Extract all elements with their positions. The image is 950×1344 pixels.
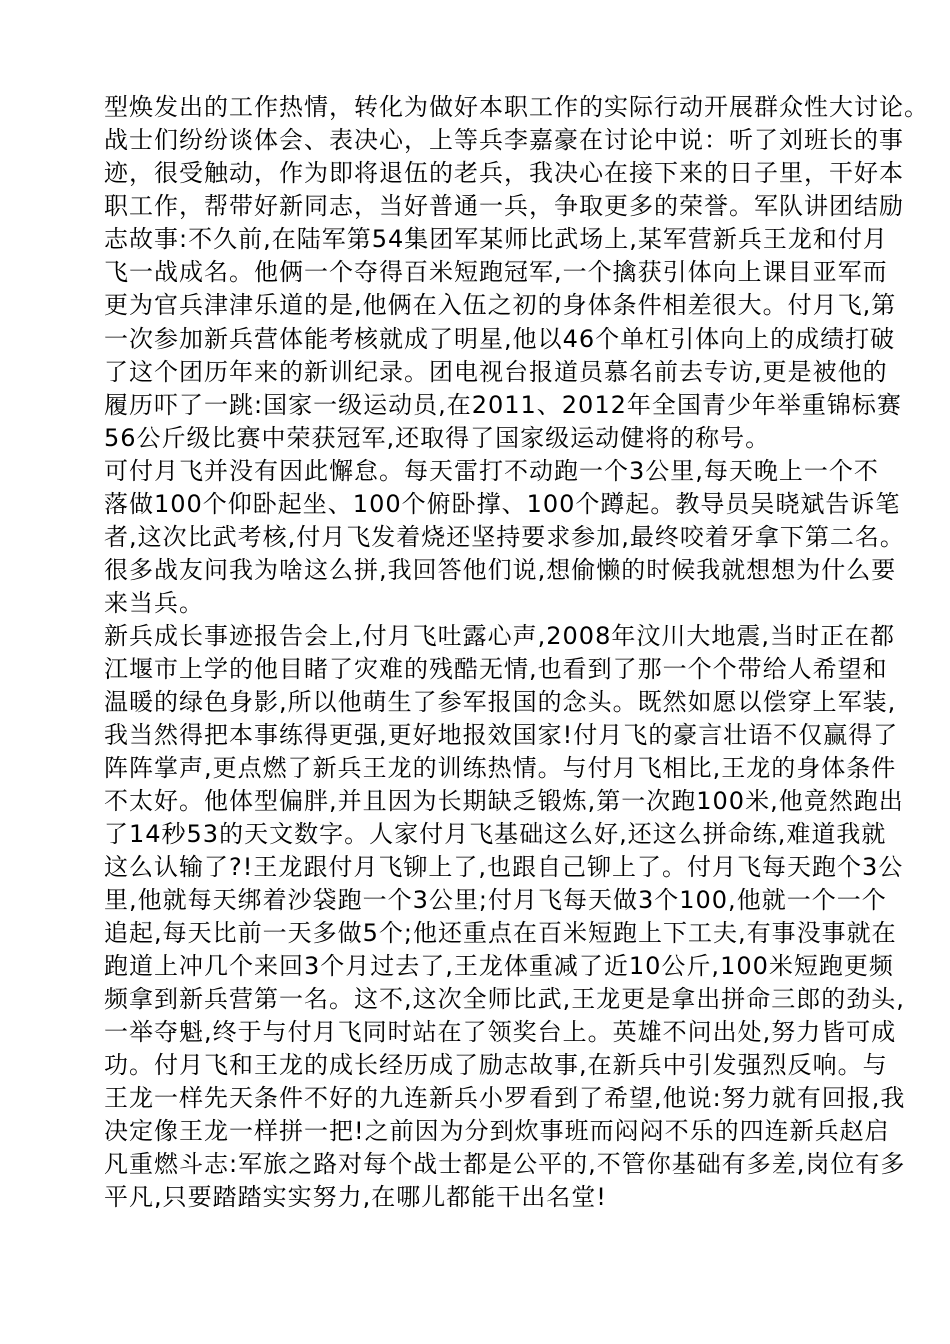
text-line: 更为官兵津津乐道的是,他俩在入伍之初的身体条件相差很大。付月飞,第 [104, 291, 897, 319]
text-line: 志故事:不久前,在陆军第54集团军某师比武场上,某军营新兵王龙和付月 [104, 225, 888, 253]
text-line: 迹，很受触动，作为即将退伍的老兵，我决心在接下来的日子里，干好本 [104, 159, 904, 187]
text-line: 频拿到新兵营第一名。这不,这次全师比武,王龙更是拿出拼命三郎的劲头, [104, 985, 905, 1013]
text-line: 战士们纷纷谈体会、表决心，上等兵李嘉豪在讨论中说：听了刘班长的事 [104, 126, 904, 154]
text-line: 江堰市上学的他目睹了灾难的残酷无情,也看到了那一个个带给人希望和 [104, 655, 888, 683]
text-line: 凡重燃斗志:军旅之路对每个战士都是公平的,不管你基础有多差,岗位有多 [104, 1150, 906, 1178]
text-line: 了14秒53的天文数字。人家付月飞基础这么好,还这么拼命练,难道我就 [104, 820, 887, 848]
text-line: 跑道上冲几个来回3个月过去了,王龙体重减了近10公斤,100米短跑更频 [104, 952, 894, 980]
text-line: 不太好。他体型偏胖,并且因为长期缺乏锻炼,第一次跑100米,他竟然跑出 [104, 787, 904, 815]
text-line: 王龙一样先天条件不好的九连新兵小罗看到了希望,他说:努力就有回报,我 [104, 1084, 906, 1112]
text-line: 56公斤级比赛中荣获冠军,还取得了国家级运动健将的称号。 [104, 424, 771, 452]
text-line: 飞一战成名。他俩一个夺得百米短跑冠军,一个擒获引体向上课目亚军而 [104, 258, 888, 286]
text-line: 来当兵。 [104, 589, 204, 617]
text-line: 温暖的绿色身影,所以他萌生了参军报国的念头。既然如愿以偿穿上军装, [104, 688, 897, 716]
text-line: 了这个团历年来的新训纪录。团电视台报道员慕名前去专访,更是被他的 [104, 358, 888, 386]
text-line: 很多战友问我为啥这么拼,我回答他们说,想偷懒的时候我就想想为什么要 [104, 556, 897, 584]
text-line: 可付月飞并没有因此懈怠。每天雷打不动跑一个3公里,每天晚上一个不 [104, 457, 879, 485]
text-line: 我当然得把本事练得更强,更好地报效国家!付月飞的豪言壮语不仅赢得了 [104, 721, 899, 749]
text-line: 一举夺魁,终于与付月飞同时站在了领奖台上。英雄不问出处,努力皆可成 [104, 1018, 897, 1046]
text-line: 决定像王龙一样拼一把!之前因为分到炊事班而闷闷不乐的四连新兵赵启 [104, 1117, 890, 1145]
text-line: 履历吓了一跳:国家一级运动员,在2011、2012年全国青少年举重锦标赛 [104, 391, 902, 419]
text-line: 新兵成长事迹报告会上,付月飞吐露心声,2008年汶川大地震,当时正在都 [104, 622, 895, 650]
text-line: 者,这次比武考核,付月飞发着烧还坚持要求参加,最终咬着牙拿下第二名。 [104, 523, 905, 551]
text-line: 平凡,只要踏踏实实努力,在哪儿都能干出名堂! [104, 1183, 607, 1211]
text-line: 功。付月飞和王龙的成长经历成了励志故事,在新兵中引发强烈反响。与 [104, 1051, 888, 1079]
text-line: 这么认输了?!王龙跟付月飞铆上了,也跟自己铆上了。付月飞每天跑个3公 [104, 853, 904, 881]
text-line: 里,他就每天绑着沙袋跑一个3公里;付月飞每天做3个100,他就一个一个 [104, 886, 887, 914]
text-line: 职工作，帮带好新同志，当好普通一兵，争取更多的荣誉。军队讲团结励 [104, 192, 904, 220]
text-line: 一次参加新兵营体能考核就成了明星,他以46个单杠引体向上的成绩打破 [104, 325, 896, 353]
text-line: 型焕发出的工作热情，转化为做好本职工作的实际行动开展群众性大讨论。 [104, 93, 929, 121]
text-line: 落做100个仰卧起坐、100个俯卧撑、100个蹲起。教导员吴晓斌告诉笔 [104, 490, 901, 518]
text-line: 追起,每天比前一天多做5个;他还重点在百米短跑上下工夫,有事没事就在 [104, 919, 897, 947]
text-line: 阵阵掌声,更点燃了新兵王龙的训练热情。与付月飞相比,王龙的身体条件 [104, 754, 897, 782]
